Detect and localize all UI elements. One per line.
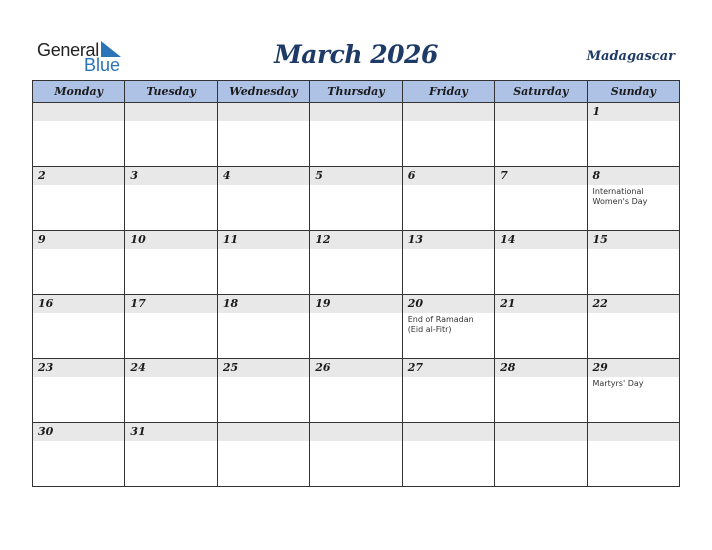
day-number-bar <box>495 423 586 441</box>
day-number: 3 <box>130 169 139 182</box>
day-number-bar <box>33 231 124 249</box>
day-number: 1 <box>592 105 601 118</box>
day-number-bar <box>310 423 401 441</box>
day-number: 26 <box>315 361 331 374</box>
day-number: 15 <box>592 233 608 246</box>
weekday-header: Thursday <box>310 81 402 103</box>
week-row <box>33 359 680 423</box>
day-cell <box>125 423 217 487</box>
day-cell <box>125 103 217 167</box>
day-number-bar <box>218 103 309 121</box>
day-number-bar <box>495 103 586 121</box>
day-cell <box>587 359 679 423</box>
week-row <box>33 231 680 295</box>
day-number-bar <box>125 167 216 185</box>
holiday-label: End of Ramadan (Eid al-Fitr) <box>407 315 474 334</box>
day-cell <box>495 359 587 423</box>
day-cell <box>310 103 402 167</box>
day-number: 27 <box>407 361 423 374</box>
day-cell <box>402 103 494 167</box>
day-number: 16 <box>38 297 54 310</box>
logo-text-blue: Blue <box>84 55 121 75</box>
day-cell <box>217 167 309 231</box>
day-cell <box>33 359 125 423</box>
day-number: 17 <box>130 297 146 310</box>
day-number: 14 <box>500 233 516 246</box>
day-number-bar <box>218 167 309 185</box>
holiday-label: International Women's Day <box>592 187 648 206</box>
day-number: 9 <box>38 233 46 246</box>
day-number-bar <box>218 423 309 441</box>
day-number: 19 <box>315 297 331 310</box>
day-number: 5 <box>315 169 323 182</box>
day-cell <box>217 359 309 423</box>
day-cell <box>310 231 402 295</box>
day-number-bar <box>125 103 216 121</box>
day-number: 18 <box>222 297 239 310</box>
day-cell <box>125 167 217 231</box>
weekday-header: Friday <box>402 81 494 103</box>
day-cell <box>495 167 587 231</box>
week-row <box>33 295 680 359</box>
weekday-header: Tuesday <box>125 81 217 103</box>
day-number-bar <box>310 103 401 121</box>
day-number-bar <box>33 103 124 121</box>
day-cell <box>495 103 587 167</box>
country-name: Madagascar <box>586 49 675 64</box>
day-number: 11 <box>222 233 239 246</box>
day-number: 20 <box>407 297 423 310</box>
day-number: 28 <box>500 361 516 374</box>
day-cell <box>217 103 309 167</box>
weekday-header: Wednesday <box>217 81 309 103</box>
day-cell <box>587 167 679 231</box>
calendar-body <box>33 103 680 487</box>
day-number-bar <box>588 103 679 121</box>
day-number-bar <box>495 167 586 185</box>
day-number-bar <box>588 423 679 441</box>
day-cell <box>217 231 309 295</box>
day-number: 4 <box>222 169 231 182</box>
calendar-title: March 2026 <box>274 40 438 69</box>
day-number: 24 <box>130 361 146 374</box>
day-number: 21 <box>500 297 516 310</box>
day-number: 31 <box>130 425 146 438</box>
day-number-bar <box>403 167 494 185</box>
day-cell <box>310 359 402 423</box>
day-cell <box>495 231 587 295</box>
day-number: 23 <box>38 361 54 374</box>
day-number: 7 <box>500 169 508 182</box>
day-cell <box>310 423 402 487</box>
day-cell <box>217 295 309 359</box>
day-cell <box>587 231 679 295</box>
day-cell <box>402 423 494 487</box>
day-cell <box>402 167 494 231</box>
weekday-header-row <box>33 81 680 103</box>
calendar-grid <box>32 80 680 487</box>
day-cell <box>33 423 125 487</box>
day-number: 10 <box>130 233 146 246</box>
day-number-bar <box>33 167 124 185</box>
day-number-bar <box>403 423 494 441</box>
day-cell <box>33 103 125 167</box>
day-number: 13 <box>407 233 423 246</box>
day-cell <box>402 231 494 295</box>
day-number-bar <box>310 167 401 185</box>
day-cell <box>495 423 587 487</box>
day-cell <box>33 295 125 359</box>
day-number: 2 <box>38 169 46 182</box>
day-number: 30 <box>38 425 54 438</box>
day-number: 29 <box>592 361 608 374</box>
weekday-header: Monday <box>33 81 125 103</box>
day-number: 22 <box>592 297 608 310</box>
day-cell <box>310 167 402 231</box>
day-number: 8 <box>592 169 601 182</box>
day-cell <box>495 295 587 359</box>
day-number: 6 <box>407 169 416 182</box>
day-cell <box>125 359 217 423</box>
day-cell <box>33 167 125 231</box>
day-cell <box>217 423 309 487</box>
day-cell <box>33 231 125 295</box>
day-cell <box>402 295 494 359</box>
week-row <box>33 423 680 487</box>
day-cell <box>587 423 679 487</box>
logo-text-general: General <box>37 40 99 60</box>
week-row <box>33 103 680 167</box>
day-number: 12 <box>315 233 331 246</box>
day-cell <box>587 103 679 167</box>
day-cell <box>310 295 402 359</box>
day-cell <box>125 295 217 359</box>
day-cell <box>125 231 217 295</box>
weekday-header: Sunday <box>587 81 679 103</box>
day-number: 25 <box>222 361 239 374</box>
holiday-label: Martyrs' Day <box>592 379 644 388</box>
weekday-header: Saturday <box>495 81 587 103</box>
day-number-bar <box>403 103 494 121</box>
day-cell <box>402 359 494 423</box>
week-row <box>33 167 680 231</box>
day-cell <box>587 295 679 359</box>
day-number-bar <box>588 167 679 185</box>
